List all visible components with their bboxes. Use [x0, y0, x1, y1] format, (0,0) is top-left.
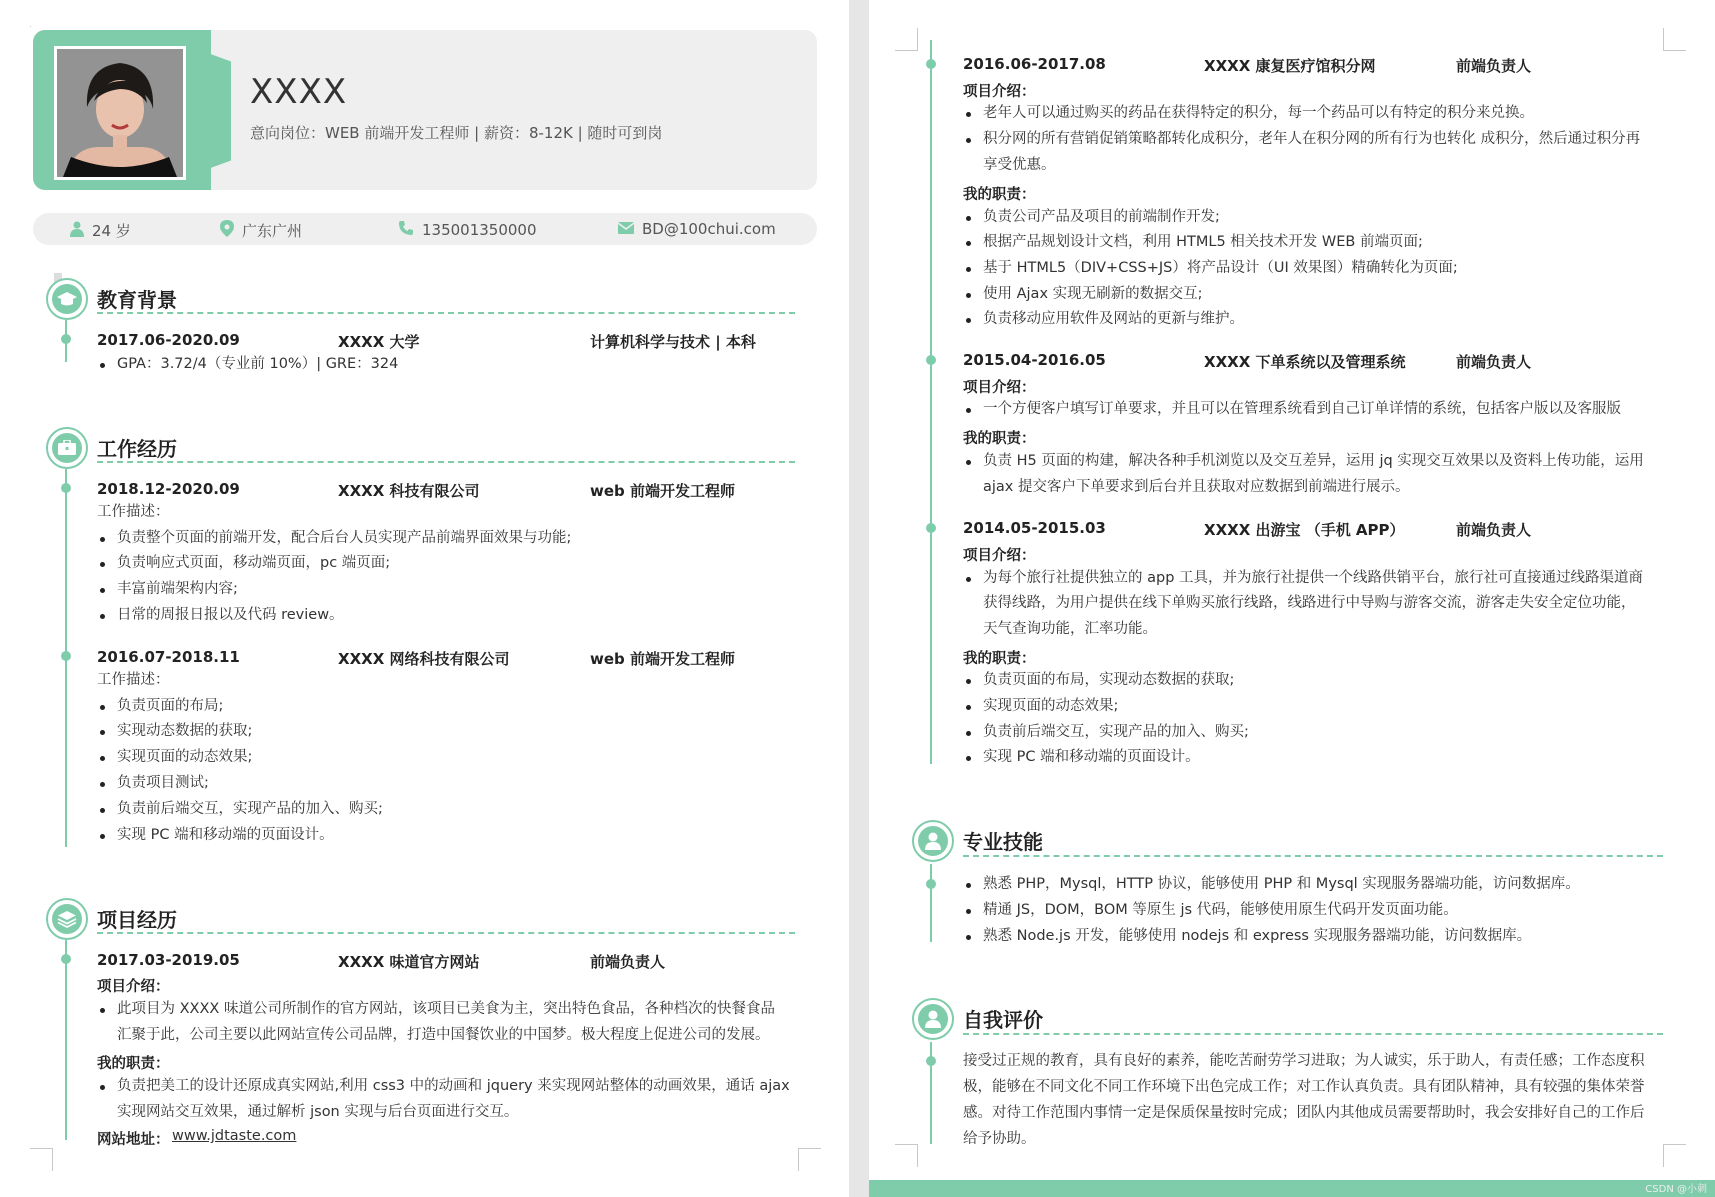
project-duty-label: 我的职责： [963, 187, 1036, 203]
timeline-dot [926, 523, 936, 533]
person-icon [70, 221, 84, 241]
photo-frame-tab [205, 52, 231, 170]
section-icon [46, 427, 88, 469]
list-item: 负责页面的布局，实现动态数据的获取; [963, 668, 1234, 694]
project-intro-label: 项目介绍： [963, 548, 1036, 564]
self-eval-line: 感。对待工作范围内事情一定是保质保量按时完成；团队内其他成员需要帮助时，我会安排好自己的工作后 [963, 1105, 1645, 1121]
section-divider [97, 461, 795, 463]
list-item-cont: ajax 提交客户下单要求到后台并且获取对应数据到前端进行展示。 [983, 479, 1410, 495]
job-desc-label: 工作描述： [97, 504, 170, 520]
section-icon [912, 820, 954, 862]
section-divider [97, 312, 795, 314]
list-item: 负责移动应用软件及网站的更新与维护。 [963, 307, 1244, 333]
job-intent: 意向岗位：WEB 前端开发工程师 | 薪资：8-12K | 随时可到岗 [250, 124, 663, 142]
profile-photo [54, 46, 186, 180]
project-duty-label: 我的职责： [963, 651, 1036, 667]
user-icon [925, 832, 941, 850]
project-role: 前端负责人 [1456, 521, 1532, 539]
list-item: 实现动态数据的获取; [97, 719, 252, 745]
layers-icon [57, 910, 77, 928]
section-divider [963, 855, 1663, 857]
list-item: 熟悉 PHP，Mysql，HTTP 协议，能够使用 PHP 和 Mysql 实现服务器端功能，访问数据库。 [963, 872, 1580, 898]
phone-value: 135001350000 [422, 221, 537, 239]
timeline-dot [926, 355, 936, 365]
list-item: 基于 HTML5（DIV+CSS+JS）将产品设计（UI 效果图）精确转化为页面; [963, 256, 1458, 282]
crop-mark [895, 1144, 918, 1167]
list-item-cont: 实现网站交互效果，通过解析 json 实现与后台页面进行交互。 [117, 1104, 519, 1120]
location-value: 广东广州 [242, 222, 303, 240]
phone-field [398, 220, 537, 240]
project-date: 2014.05-2015.03 [963, 519, 1106, 537]
education-title: 教育背景 [97, 288, 177, 312]
section-divider [97, 932, 795, 934]
list-item: 负责前后端交互，实现产品的加入、购买; [963, 720, 1249, 746]
job-role: web 前端开发工程师 [590, 650, 735, 668]
timeline-dot [926, 879, 936, 889]
list-item: 此项目为 XXXX 味道公司所制作的官方网站，该项目已美食为主，突出特色食品，各种档次的快餐食品 [97, 997, 775, 1023]
list-item: 使用 Ajax 实现无刷新的数据交互; [963, 282, 1203, 308]
list-item: 实现 PC 端和移动端的页面设计。 [97, 823, 334, 849]
list-item: 老年人可以通过购买的药品在获得特定的积分，每一个药品可以有特定的积分来兑换。 [963, 101, 1534, 127]
education-major: 计算机科学与技术 | 本科 [590, 333, 756, 351]
list-item: 负责前后端交互，实现产品的加入、购买; [97, 797, 383, 823]
project-date: 2016.06-2017.08 [963, 55, 1106, 73]
self-eval-line: 极，能够在不同文化不同工作环境下出色完成工作；对工作认真负责。具有团队精神，具有较强的集体荣誉 [963, 1079, 1645, 1095]
timeline [65, 940, 67, 1140]
project-role: 前端负责人 [1456, 57, 1532, 75]
list-item: 实现页面的动态效果; [97, 745, 252, 771]
project-name: XXXX 味道官方网站 [338, 953, 480, 971]
website-link[interactable]: www.jdtaste.com [172, 1128, 297, 1144]
watermark: CSDN @小刺 [1645, 1184, 1707, 1195]
list-item: 熟悉 Node.js 开发，能够使用 nodejs 和 express 实现服务器端功能，访问数据库。 [963, 924, 1531, 950]
project-date: 2017.03-2019.05 [97, 951, 240, 969]
age-field [70, 220, 131, 241]
crop-mark [895, 28, 918, 51]
timeline-dot [926, 1056, 936, 1066]
list-item: 负责 H5 页面的构建，解决各种手机浏览以及交互差异，运用 jq 实现交互效果以及资料上传功能，运用 [963, 449, 1644, 475]
project-name: XXXX 出游宝 （手机 APP） [1204, 521, 1405, 539]
section-icon [46, 278, 88, 320]
timeline [930, 40, 932, 764]
website-label: 网站地址： [97, 1132, 170, 1148]
crop-mark [798, 1148, 821, 1171]
section-icon [46, 898, 88, 940]
project-duty-label: 我的职责： [97, 1056, 170, 1072]
timeline [930, 864, 932, 942]
list-item: 根据产品规划设计文档，利用 HTML5 相关技术开发 WEB 前端页面; [963, 230, 1423, 256]
projects-title: 项目经历 [97, 908, 177, 932]
list-item: 负责页面的布局; [97, 694, 223, 720]
project-date: 2015.04-2016.05 [963, 351, 1106, 369]
job-date: 2018.12-2020.09 [97, 480, 240, 498]
graduation-cap-icon [57, 290, 77, 308]
location-field [220, 220, 302, 241]
list-item-cont: 天气查询功能，汇率功能。 [983, 621, 1157, 637]
project-intro-label: 项目介绍： [963, 84, 1036, 100]
list-item-cont: 汇聚于此，公司主要以此网站宣传公司品牌，打造中国餐饮业的中国梦。极大程度上促进公司的发展。 [117, 1027, 770, 1043]
list-item: 日常的周报日报以及代码 review。 [97, 603, 344, 629]
timeline-dot [61, 954, 71, 964]
list-item: 负责把美工的设计还原成真实网站,利用 css3 中的动画和 jquery 来实现网站整体的动画效果，通话 ajax [97, 1074, 790, 1100]
self-eval-line: 给予协助。 [963, 1131, 1036, 1147]
education-date: 2017.06-2020.09 [97, 331, 240, 349]
timeline-dot [61, 334, 71, 344]
timeline-dot [61, 651, 71, 661]
crop-mark [1663, 28, 1686, 51]
crop-mark [1663, 1144, 1686, 1167]
job-role: web 前端开发工程师 [590, 482, 735, 500]
project-role: 前端负责人 [1456, 353, 1532, 371]
section-icon [912, 998, 954, 1040]
list-item-cont: 享受优惠。 [983, 157, 1056, 173]
list-item: 负责项目测试; [97, 771, 209, 797]
project-name: XXXX 康复医疗馆积分网 [1204, 57, 1376, 75]
list-item: 丰富前端架构内容; [97, 577, 238, 603]
list-item: 负责公司产品及项目的前端制作开发; [963, 205, 1220, 231]
list-item: 一个方便客户填写订单要求，并且可以在管理系统看到自己订单详情的系统，包括客户版以及客服版 [963, 397, 1621, 423]
list-item: 负责响应式页面，移动端页面，pc 端页面; [97, 551, 390, 577]
list-item: 负责整个页面的前端开发，配合后台人员实现产品前端界面效果与功能; [97, 526, 571, 552]
project-name: XXXX 下单系统以及管理系统 [1204, 353, 1406, 371]
self-eval-line: 接受过正规的教育，具有良好的素养，能吃苦耐劳学习进取；为人诚实，乐于助人，有责任感；工作态度积 [963, 1053, 1645, 1069]
list-item: 实现 PC 端和移动端的页面设计。 [963, 745, 1200, 771]
project-duty-label: 我的职责： [963, 431, 1036, 447]
project-intro-label: 项目介绍： [963, 380, 1036, 396]
email-field [618, 220, 776, 238]
candidate-name: XXXX [250, 72, 348, 112]
section-divider [963, 1033, 1663, 1035]
user-icon [925, 1010, 941, 1028]
footer-bar [869, 1180, 1715, 1197]
resume-page-1 [0, 0, 849, 1197]
age-value: 24 岁 [92, 222, 131, 240]
job-date: 2016.07-2018.11 [97, 648, 240, 666]
job-company: XXXX 科技有限公司 [338, 482, 480, 500]
self-eval-title: 自我评价 [963, 1008, 1043, 1032]
timeline-dot [61, 483, 71, 493]
crop-mark [30, 1148, 53, 1171]
resume-page-2 [869, 0, 1715, 1197]
list-item: 为每个旅行社提供独立的 app 工具，并为旅行社提供一个线路供销平台，旅行社可直接通过线路渠道商 [963, 566, 1643, 592]
phone-icon [398, 220, 414, 240]
list-item: 精通 JS，DOM，BOM 等原生 js 代码，能够使用原生代码开发页面功能。 [963, 898, 1458, 924]
job-company: XXXX 网络科技有限公司 [338, 650, 510, 668]
location-pin-icon [220, 220, 234, 241]
list-item: 积分网的所有营销促销策略都转化成积分，老年人在积分网的所有行为也转化 成积分，然后通过积分再 [963, 127, 1640, 153]
email-value: BD@100chui.com [642, 220, 776, 238]
education-detail: GPA：3.72/4（专业前 10%）| GRE：324 [97, 352, 398, 378]
project-intro-label: 项目介绍： [97, 979, 170, 995]
work-title: 工作经历 [97, 437, 177, 461]
list-item: 实现页面的动态效果; [963, 694, 1118, 720]
skills-title: 专业技能 [963, 830, 1043, 854]
briefcase-icon [58, 440, 76, 455]
list-item-cont: 获得线路，为用户提供在线下单购买旅行线路，线路进行中导购与游客交流，游客走失安全定位功能， [983, 595, 1636, 611]
project-role: 前端负责人 [590, 953, 666, 971]
timeline-dot [926, 59, 936, 69]
job-desc-label: 工作描述： [97, 672, 170, 688]
education-school: XXXX 大学 [338, 333, 420, 351]
mail-icon [618, 220, 634, 238]
